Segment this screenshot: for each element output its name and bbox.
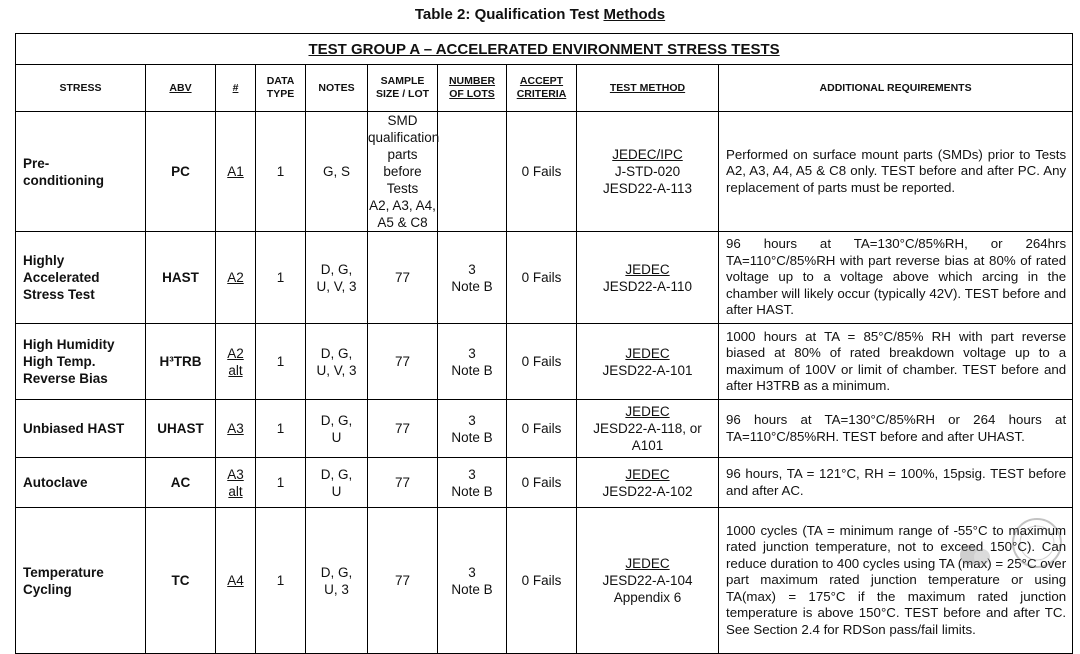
table-row <box>16 232 1073 324</box>
cell-additional-requirements: 1000 hours at TA = 85°C/85% RH with part reverse biased at 80% of rated breakdown voltage up to a maximum of 100V or limit of chamber. TEST before and after H3TRB as a minimum. <box>719 324 1073 400</box>
cell-data-type: 1 <box>256 508 306 654</box>
cell-test-method: JEDEC/IPC J-STD-020 JESD22-A-113 <box>577 112 719 232</box>
cell-notes: D, G, U <box>306 400 368 458</box>
watermark-logo <box>942 513 1072 583</box>
cell-accept-criteria: 0 Fails <box>507 400 577 458</box>
cell-sample-size: SMD qualification parts before Tests A2, A3, A4, A5 & C8 <box>368 113 440 230</box>
header-number: # <box>216 65 256 112</box>
cell-number-of-lots: 3 Note B <box>438 508 507 654</box>
cell-accept-criteria: 0 Fails <box>507 508 577 654</box>
cell-abv: UHAST <box>146 400 216 458</box>
cell-test-method: JEDEC JESD22-A-110 <box>577 232 719 324</box>
cell-additional-requirements: 1000 cycles (TA = minimum range of -55°C to maximum rated junction temperature, not to exceed 150°C). Can reduce duration to 400 cycles using TA (max) = 25°C over part maximum rated junction temperature or using TA(max) = 175°C if the maximum rated junction temperature is above 150°C. TEST before and after TC. See Section 2.4 for RDSon pass/fail limits. <box>719 508 1073 654</box>
cell-data-type: 1 <box>256 458 306 508</box>
cell-accept-criteria: 0 Fails <box>507 458 577 508</box>
cell-sample-size: 77 <box>368 324 438 400</box>
cell-stress: Pre- conditioning <box>16 112 146 232</box>
cell-number: A2 <box>216 232 256 324</box>
cell-abv: HAST <box>146 232 216 324</box>
cell-data-type: 1 <box>256 324 306 400</box>
header-number-of-lots: NUMBER OF LOTS <box>438 65 507 112</box>
header-abv: ABV <box>146 65 216 112</box>
cell-number-of-lots: 3 Note B <box>438 232 507 324</box>
cell-data-type: 1 <box>256 232 306 324</box>
header-row <box>16 65 1073 112</box>
cell-test-method: JEDEC JESD22-A-118, or A101 <box>577 400 719 458</box>
cell-notes: D, G, U, V, 3 <box>306 232 368 324</box>
table-row <box>16 112 1073 232</box>
header-data-type: DATA TYPE <box>256 65 306 112</box>
cell-abv: AC <box>146 458 216 508</box>
cell-number-of-lots: 3 Note B <box>438 400 507 458</box>
cell-notes: D, G, U, 3 <box>306 508 368 654</box>
cell-accept-criteria: 0 Fails <box>507 232 577 324</box>
cell-accept-criteria: 0 Fails <box>507 324 577 400</box>
cell-test-method: JEDEC JESD22-A-104 Appendix 6 <box>577 508 719 654</box>
header-test-method: TEST METHOD <box>577 65 719 112</box>
cell-stress: High Humidity High Temp. Reverse Bias <box>16 324 146 400</box>
cell-sample-size: 77 <box>368 400 438 458</box>
test-group-title: TEST GROUP A – ACCELERATED ENVIRONMENT STRESS TESTS <box>16 34 1073 65</box>
caption-prefix: Table 2: Qualification Test <box>414 6 604 23</box>
cell-data-type: 1 <box>256 112 306 232</box>
table-row <box>16 400 1073 458</box>
cell-sample-size: 77 <box>368 508 438 654</box>
cell-data-type: 1 <box>256 400 306 458</box>
header-stress: STRESS <box>16 65 146 112</box>
cell-test-method: JEDEC JESD22-A-102 <box>577 458 719 508</box>
cell-number-of-lots <box>438 112 507 232</box>
header-sample-size: SAMPLE SIZE / LOT <box>368 65 438 112</box>
cell-sample-size: 77 <box>368 458 438 508</box>
cell-stress: Highly Accelerated Stress Test <box>16 232 146 324</box>
cell-stress: Autoclave <box>16 458 146 508</box>
cell-number: A2 alt <box>216 324 256 400</box>
cell-stress: Unbiased HAST <box>16 400 146 458</box>
cell-additional-requirements: 96 hours, TA = 121°C, RH = 100%, 15psig. TEST before and after AC. <box>719 458 1073 508</box>
caption-methods: Methods <box>603 6 666 23</box>
cell-additional-requirements: 96 hours at TA=130°C/85%RH or 264 hours at TA=110°C/85%RH. TEST before and after UHAST. <box>719 400 1073 458</box>
cell-sample-size: 77 <box>368 232 438 324</box>
qualification-test-table <box>15 33 1073 654</box>
cell-number-of-lots: 3 Note B <box>438 324 507 400</box>
cell-number: A3 alt <box>216 458 256 508</box>
cell-abv: TC <box>146 508 216 654</box>
header-additional-requirements: ADDITIONAL REQUIREMENTS <box>719 65 1073 112</box>
header-accept-criteria: ACCEPT CRITERIA <box>507 65 577 112</box>
cell-number: A1 <box>216 112 256 232</box>
cell-notes: D, G, U, V, 3 <box>306 324 368 400</box>
header-notes: NOTES <box>306 65 368 112</box>
cell-stress: Temperature Cycling <box>16 508 146 654</box>
cell-number: A3 <box>216 400 256 458</box>
cell-abv: H³TRB <box>146 324 216 400</box>
table-caption <box>0 6 1080 23</box>
cell-additional-requirements: 96 hours at TA=130°C/85%RH, or 264hrs TA=110°C/85%RH with part reverse bias at 80% of rated voltage up to a voltage above which arcing in the chamber will likely occur (typically 42V). TEST before and after HAST. <box>719 232 1073 324</box>
cell-notes: D, G, U <box>306 458 368 508</box>
cell-test-method: JEDEC JESD22-A-101 <box>577 324 719 400</box>
cell-number: A4 <box>216 508 256 654</box>
cell-notes: G, S <box>306 112 368 232</box>
table-row <box>16 324 1073 400</box>
table-row <box>16 508 1073 654</box>
cell-accept-criteria: 0 Fails <box>507 112 577 232</box>
cell-abv: PC <box>146 112 216 232</box>
cell-additional-requirements: Performed on surface mount parts (SMDs) prior to Tests A2, A3, A4, A5 & C8 only. TEST before and after PC. Any replacement of parts must be reported. <box>719 112 1073 232</box>
table-row <box>16 458 1073 508</box>
cell-number-of-lots: 3 Note B <box>438 458 507 508</box>
